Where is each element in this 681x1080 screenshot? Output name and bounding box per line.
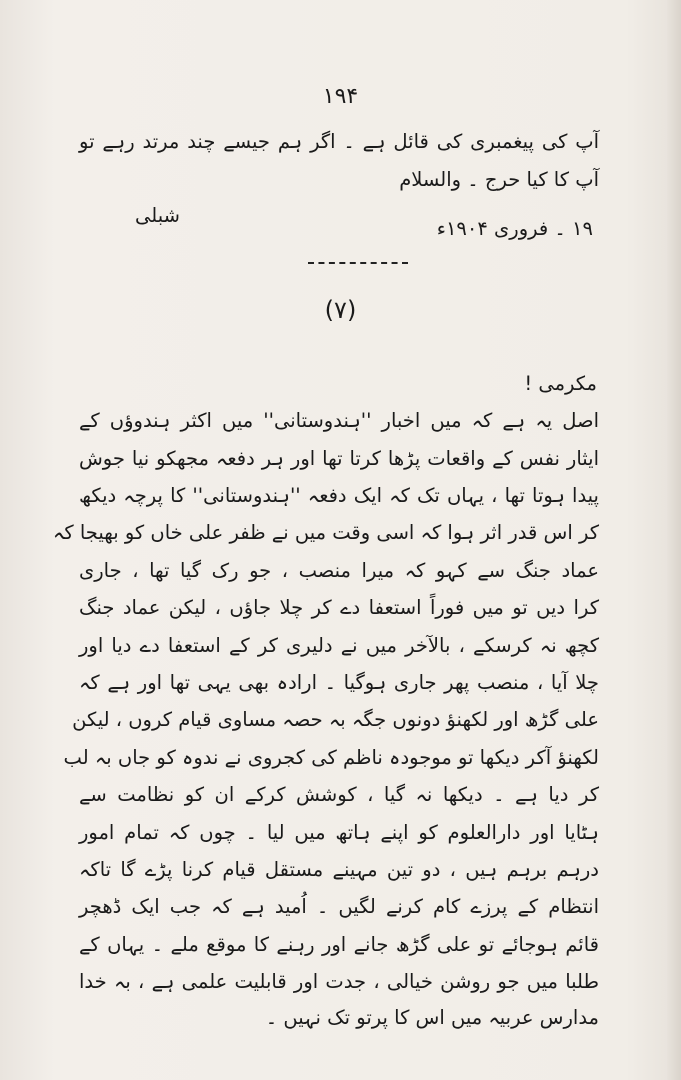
opening-line-2: آپ کا کیا حرج ۔ والسلام: [399, 168, 599, 191]
letter-date: ۱۹ ۔ فروری ۱۹۰۴ء: [436, 217, 593, 240]
body-line: کچھ نہ کرسکے ، بالآخر میں نے دلیری کر کے استعفا دے دیا اور: [79, 634, 599, 657]
body-line: اصل یہ ہے کہ میں اخبار ''ہندوستانی'' میں اکثر ہندوؤں کے: [79, 409, 599, 432]
body-line: چلا آیا ، منصب پھر جاری ہوگیا ۔ ارادہ بھی یہی تھا اور ہے کہ: [79, 671, 599, 694]
body-line: کر اس قدر اثر ہوا کہ اسی وقت میں نے ظفر علی خاں کو بھیجا کہ: [52, 521, 599, 544]
signature: شبلی: [135, 204, 180, 227]
page-number: ۱۹۴: [322, 84, 359, 109]
body-line: علی گڑھ اور لکھنؤ دونوں جگہ بہ حصہ مساوی قیام کروں ، لیکن: [72, 708, 599, 731]
body-line: عماد جنگ سے کہو کہ میرا منصب ، جو رک گیا تھا ، جاری: [79, 559, 599, 582]
body-line: پیدا ہوتا تھا ، یہاں تک کہ ایک دفعہ ''ہندوستانی'' کا پرچہ دیکھ: [79, 484, 599, 507]
body-line: درہم برہم ہیں ، دو تین مہینے مستقل قیام کرنا پڑے گا تاکہ: [79, 858, 599, 881]
opening-line-1: آپ کی پیغمبری کی قائل ہے ۔ اگر ہم جیسے چند مرتد رہے تو: [79, 130, 599, 153]
body-line: قائم ہوجائے تو علی گڑھ جانے اور رہنے کا موقع ملے ۔ یہاں کے: [79, 933, 599, 956]
body-line: ایثار نفس کے واقعات پڑھا کرتا تھا اور ہر دفعہ مجھکو نیا جوش: [79, 447, 599, 470]
book-spine-shadow: [667, 0, 681, 1080]
body-line: طلبا میں جو روشن خیالی ، جدت اور قابلیت علمی ہے ، بہ خدا: [79, 970, 599, 993]
section-divider: [308, 262, 408, 264]
body-line: کر دیا ہے ۔ دیکھا نہ گیا ، کوشش کرکے ان کو نظامت سے: [79, 783, 599, 806]
body-line: انتظام کے پرزے کام کرنے لگیں ۔ اُمید ہے کہ جب ایک ڈھچر: [79, 895, 599, 918]
body-line: ہٹایا اور دارالعلوم کو اپنے ہاتھ میں لیا ۔ چوں کہ تمام امور: [79, 821, 599, 844]
body-line: لکھنؤ آکر دیکھا تو موجودہ ناظم کی کجروی نے ندوہ کو جاں بہ لب: [63, 746, 599, 769]
body-line: کرا دیں تو میں فوراً استعفا دے کر چلا جاؤں ، لیکن عماد جنگ: [79, 596, 599, 619]
body-line: مدارس عربیہ میں اس کا پرتو تک نہیں ۔: [265, 1006, 599, 1029]
salutation: مکرمی !: [524, 372, 597, 395]
letter-number: (۷): [324, 296, 357, 324]
